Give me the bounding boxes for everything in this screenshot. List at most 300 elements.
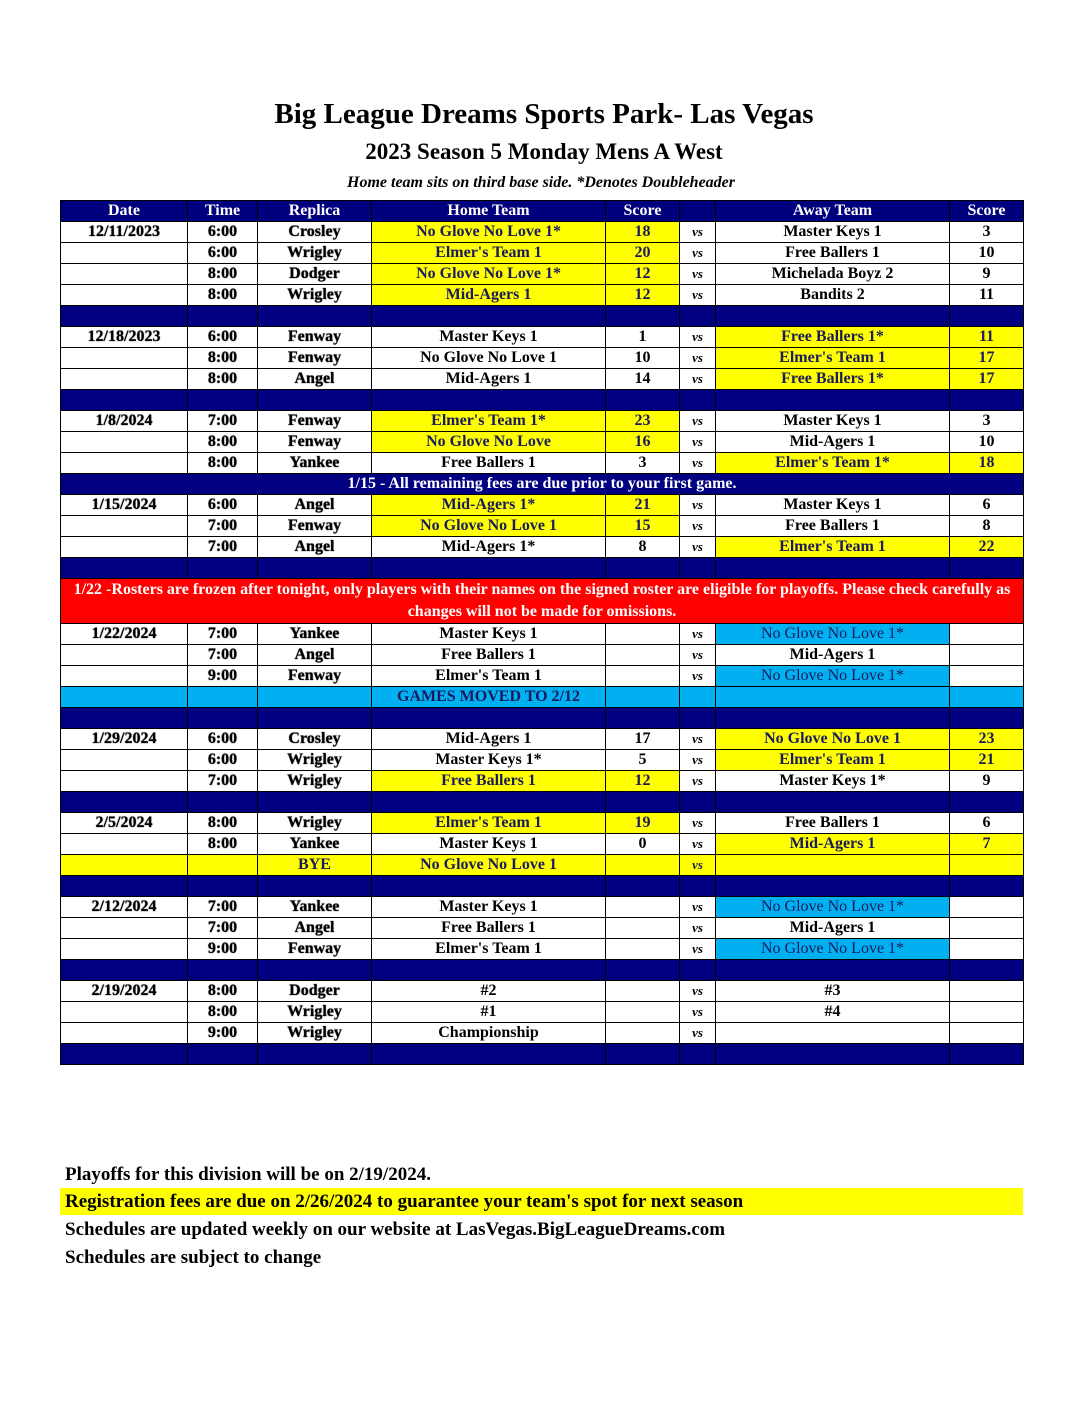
home-team: Elmer's Team 1* [372, 411, 606, 432]
game-row [61, 243, 1024, 264]
away-team: #3 [716, 981, 950, 1002]
game-time: 7:00 [188, 537, 258, 558]
spacer-cell [188, 792, 258, 813]
spacer-cell [372, 792, 606, 813]
footer-registration: Registration fees are due on 2/26/2024 to guarantee your team's spot for next season [60, 1188, 1023, 1215]
spacer-cell [606, 390, 680, 411]
cell [680, 687, 716, 708]
vs-label: vs [680, 645, 716, 666]
bye-label: BYE [258, 855, 372, 876]
page-title: Big League Dreams Sports Park- Las Vegas [274, 98, 814, 130]
home-score: 3 [606, 453, 680, 474]
away-score: 17 [950, 369, 1024, 390]
game-time: 6:00 [188, 222, 258, 243]
away-score [950, 666, 1024, 687]
game-date: 1/22/2024 [61, 624, 188, 645]
spacer-cell [716, 708, 950, 729]
spacer-cell [680, 708, 716, 729]
game-field: Dodger [258, 981, 372, 1002]
vs-label: vs [680, 813, 716, 834]
header-vs [680, 201, 716, 222]
away-score: 10 [950, 432, 1024, 453]
game-field: Fenway [258, 516, 372, 537]
cell [716, 687, 950, 708]
home-team: Mid-Agers 1* [372, 495, 606, 516]
game-field: Fenway [258, 327, 372, 348]
away-score: 6 [950, 495, 1024, 516]
home-score: 12 [606, 771, 680, 792]
game-date [61, 1023, 188, 1044]
game-date [61, 939, 188, 960]
footer-disclaimer: Schedules are subject to change [65, 1247, 322, 1268]
home-team: #2 [372, 981, 606, 1002]
spacer-cell [680, 960, 716, 981]
away-team: Master Keys 1 [716, 411, 950, 432]
spacer-cell [188, 708, 258, 729]
game-row [61, 537, 1024, 558]
spacer-cell [950, 558, 1024, 579]
away-team: #4 [716, 1002, 950, 1023]
game-field: Angel [258, 369, 372, 390]
home-team: Elmer's Team 1 [372, 243, 606, 264]
game-time: 7:00 [188, 516, 258, 537]
away-team: Free Ballers 1* [716, 369, 950, 390]
spacer-cell [716, 876, 950, 897]
home-score: 14 [606, 369, 680, 390]
vs-label: vs [680, 624, 716, 645]
home-score: 0 [606, 834, 680, 855]
home-team: Mid-Agers 1* [372, 537, 606, 558]
game-row [61, 729, 1024, 750]
away-score: 3 [950, 411, 1024, 432]
home-team: No Glove No Love 1* [372, 222, 606, 243]
vs-label: vs [680, 771, 716, 792]
game-time: 9:00 [188, 1023, 258, 1044]
home-score: 16 [606, 432, 680, 453]
away-team: Free Ballers 1 [716, 516, 950, 537]
vs-label: vs [680, 222, 716, 243]
home-score: 5 [606, 750, 680, 771]
away-team: No Glove No Love 1* [716, 666, 950, 687]
spacer-cell [680, 558, 716, 579]
game-field: Wrigley [258, 750, 372, 771]
home-score: 1 [606, 327, 680, 348]
game-time: 6:00 [188, 327, 258, 348]
game-field: Fenway [258, 348, 372, 369]
vs-label: vs [680, 729, 716, 750]
home-team: Master Keys 1 [372, 834, 606, 855]
game-time: 8:00 [188, 432, 258, 453]
away-team: Mid-Agers 1 [716, 918, 950, 939]
roster-notice-text: 1/22 -Rosters are frozen after tonight, only players with their names on the signed roster are eligible for playoffs. Please check carefully as changes will not be made for omissions. [61, 579, 1024, 624]
vs-label: vs [680, 750, 716, 771]
game-row [61, 453, 1024, 474]
vs-label: vs [680, 939, 716, 960]
vs-label: vs [680, 897, 716, 918]
away-score [950, 939, 1024, 960]
bye-team: No Glove No Love 1 [372, 855, 606, 876]
game-row [61, 624, 1024, 645]
spacer-cell [950, 960, 1024, 981]
game-date [61, 1002, 188, 1023]
vs-label: vs [680, 369, 716, 390]
away-team [716, 1023, 950, 1044]
vs-label: vs [680, 666, 716, 687]
home-score [606, 939, 680, 960]
away-team: No Glove No Love 1 [716, 729, 950, 750]
away-score: 7 [950, 834, 1024, 855]
vs-label: vs [680, 516, 716, 537]
game-row [61, 645, 1024, 666]
away-team: Master Keys 1* [716, 771, 950, 792]
game-row [61, 834, 1024, 855]
spacer-row [61, 558, 1024, 579]
spacer-cell [61, 792, 188, 813]
game-field: Yankee [258, 624, 372, 645]
game-field: Fenway [258, 939, 372, 960]
vs-label: vs [680, 834, 716, 855]
header-replica: Replica [258, 201, 372, 222]
home-team: Master Keys 1 [372, 897, 606, 918]
spacer-cell [372, 306, 606, 327]
away-team: Elmer's Team 1 [716, 348, 950, 369]
game-date [61, 453, 188, 474]
spacer-cell [61, 306, 188, 327]
cell [606, 687, 680, 708]
spacer-row [61, 390, 1024, 411]
vs-label: vs [680, 495, 716, 516]
away-team: No Glove No Love 1* [716, 939, 950, 960]
game-date [61, 666, 188, 687]
home-team: #1 [372, 1002, 606, 1023]
cell [188, 855, 258, 876]
away-score: 6 [950, 813, 1024, 834]
vs-label: vs [680, 348, 716, 369]
home-score [606, 897, 680, 918]
spacer-cell [188, 876, 258, 897]
game-row [61, 516, 1024, 537]
cell [61, 687, 188, 708]
game-time: 8:00 [188, 348, 258, 369]
away-team: Master Keys 1 [716, 495, 950, 516]
spacer-cell [258, 960, 372, 981]
home-score: 21 [606, 495, 680, 516]
home-team: Mid-Agers 1 [372, 729, 606, 750]
game-field: Crosley [258, 222, 372, 243]
spacer-cell [716, 792, 950, 813]
game-field: Wrigley [258, 771, 372, 792]
spacer-cell [258, 708, 372, 729]
home-score [606, 1002, 680, 1023]
game-row [61, 369, 1024, 390]
vs-label: vs [680, 981, 716, 1002]
game-row [61, 411, 1024, 432]
game-time: 7:00 [188, 771, 258, 792]
game-date: 12/18/2023 [61, 327, 188, 348]
games-moved-row [61, 687, 1024, 708]
vs-label: vs [680, 243, 716, 264]
away-score: 22 [950, 537, 1024, 558]
home-team: Mid-Agers 1 [372, 285, 606, 306]
game-date [61, 918, 188, 939]
game-row [61, 222, 1024, 243]
game-row [61, 432, 1024, 453]
home-team: Elmer's Team 1 [372, 813, 606, 834]
spacer-cell [372, 390, 606, 411]
header-away-score: Score [950, 201, 1024, 222]
spacer-cell [950, 876, 1024, 897]
spacer-cell [606, 876, 680, 897]
game-time: 8:00 [188, 264, 258, 285]
game-field: Wrigley [258, 285, 372, 306]
game-field: Angel [258, 495, 372, 516]
away-team: Mid-Agers 1 [716, 645, 950, 666]
game-date: 12/11/2023 [61, 222, 188, 243]
header-time: Time [188, 201, 258, 222]
home-team: Free Ballers 1 [372, 453, 606, 474]
away-score [950, 624, 1024, 645]
game-field: Angel [258, 918, 372, 939]
game-date [61, 645, 188, 666]
spacer-cell [716, 390, 950, 411]
spacer-cell [188, 306, 258, 327]
home-score [606, 666, 680, 687]
home-team: Elmer's Team 1 [372, 666, 606, 687]
notice-row [61, 474, 1024, 495]
spacer-cell [188, 960, 258, 981]
spacer-cell [680, 390, 716, 411]
spacer-cell [680, 306, 716, 327]
games-moved-text: GAMES MOVED TO 2/12 [372, 687, 606, 708]
vs-label: vs [680, 537, 716, 558]
game-row [61, 813, 1024, 834]
game-row [61, 918, 1024, 939]
page-note: Home team sits on third base side. *Denotes Doubleheader [347, 174, 735, 191]
away-score: 23 [950, 729, 1024, 750]
game-time: 7:00 [188, 897, 258, 918]
spacer-cell [606, 792, 680, 813]
game-date: 1/29/2024 [61, 729, 188, 750]
away-score [950, 981, 1024, 1002]
game-time: 8:00 [188, 1002, 258, 1023]
vs-label: vs [680, 264, 716, 285]
home-score: 8 [606, 537, 680, 558]
away-score: 11 [950, 285, 1024, 306]
home-score: 20 [606, 243, 680, 264]
spacer-row [61, 876, 1024, 897]
game-date [61, 369, 188, 390]
game-time: 7:00 [188, 624, 258, 645]
game-field: Angel [258, 537, 372, 558]
spacer-cell [258, 792, 372, 813]
game-date [61, 348, 188, 369]
spacer-cell [606, 306, 680, 327]
game-row [61, 327, 1024, 348]
game-field: Yankee [258, 897, 372, 918]
spacer-cell [258, 1044, 372, 1065]
header-home-team: Home Team [372, 201, 606, 222]
header-away-team: Away Team [716, 201, 950, 222]
spacer-cell [606, 960, 680, 981]
home-team: Master Keys 1* [372, 750, 606, 771]
game-date [61, 834, 188, 855]
home-team: Elmer's Team 1 [372, 939, 606, 960]
game-time: 8:00 [188, 834, 258, 855]
away-score: 18 [950, 453, 1024, 474]
away-team: Elmer's Team 1 [716, 537, 950, 558]
spacer-cell [61, 708, 188, 729]
game-time: 7:00 [188, 645, 258, 666]
home-team: Master Keys 1 [372, 327, 606, 348]
away-score: 8 [950, 516, 1024, 537]
vs-label: vs [680, 453, 716, 474]
game-row [61, 666, 1024, 687]
home-team: Free Ballers 1 [372, 645, 606, 666]
header-home-score: Score [606, 201, 680, 222]
away-team: Free Ballers 1 [716, 813, 950, 834]
home-score: 17 [606, 729, 680, 750]
footer-website: Schedules are updated weekly on our website at LasVegas.BigLeagueDreams.com [65, 1219, 726, 1240]
spacer-cell [950, 792, 1024, 813]
bye-row [61, 855, 1024, 876]
cell [61, 855, 188, 876]
home-score [606, 645, 680, 666]
home-score [606, 981, 680, 1002]
game-time: 9:00 [188, 666, 258, 687]
game-field: Fenway [258, 432, 372, 453]
spacer-cell [372, 960, 606, 981]
home-score: 10 [606, 348, 680, 369]
spacer-cell [716, 960, 950, 981]
away-team: Michelada Boyz 2 [716, 264, 950, 285]
game-row [61, 1002, 1024, 1023]
game-time: 8:00 [188, 813, 258, 834]
cell [950, 855, 1024, 876]
home-score: 15 [606, 516, 680, 537]
spacer-cell [606, 1044, 680, 1065]
away-team: Free Ballers 1* [716, 327, 950, 348]
spacer-cell [606, 708, 680, 729]
home-score: 18 [606, 222, 680, 243]
footer-playoffs: Playoffs for this division will be on 2/19/2024. [65, 1164, 431, 1185]
cell [258, 687, 372, 708]
game-row [61, 981, 1024, 1002]
vs-label: vs [680, 411, 716, 432]
game-time: 9:00 [188, 939, 258, 960]
game-field: Yankee [258, 453, 372, 474]
spacer-cell [61, 960, 188, 981]
away-score: 9 [950, 264, 1024, 285]
vs-label: vs [680, 1023, 716, 1044]
game-field: Yankee [258, 834, 372, 855]
spacer-cell [680, 876, 716, 897]
spacer-cell [61, 558, 188, 579]
schedule-table [60, 200, 1024, 1065]
game-date: 1/15/2024 [61, 495, 188, 516]
game-row [61, 771, 1024, 792]
vs-label: vs [680, 327, 716, 348]
spacer-cell [950, 390, 1024, 411]
home-team: No Glove No Love 1 [372, 348, 606, 369]
vs-label: vs [680, 432, 716, 453]
away-score [950, 1002, 1024, 1023]
spacer-cell [372, 558, 606, 579]
away-score: 11 [950, 327, 1024, 348]
spacer-cell [61, 1044, 188, 1065]
game-time: 6:00 [188, 729, 258, 750]
game-date [61, 285, 188, 306]
spacer-row [61, 708, 1024, 729]
spacer-row [61, 1044, 1024, 1065]
game-row [61, 348, 1024, 369]
game-time: 8:00 [188, 369, 258, 390]
cell [950, 687, 1024, 708]
spacer-cell [188, 1044, 258, 1065]
game-row [61, 897, 1024, 918]
home-team: No Glove No Love 1* [372, 264, 606, 285]
away-team: Mid-Agers 1 [716, 432, 950, 453]
game-time: 8:00 [188, 453, 258, 474]
away-score: 3 [950, 222, 1024, 243]
game-field: Wrigley [258, 1023, 372, 1044]
away-team: Elmer's Team 1* [716, 453, 950, 474]
spacer-cell [188, 558, 258, 579]
vs-label: vs [680, 855, 716, 876]
game-field: Wrigley [258, 243, 372, 264]
spacer-cell [950, 708, 1024, 729]
spacer-row [61, 960, 1024, 981]
spacer-cell [258, 390, 372, 411]
game-field: Angel [258, 645, 372, 666]
game-date [61, 537, 188, 558]
spacer-cell [716, 1044, 950, 1065]
game-row [61, 495, 1024, 516]
spacer-cell [950, 306, 1024, 327]
home-score [606, 624, 680, 645]
away-team: No Glove No Love 1* [716, 624, 950, 645]
home-team: Free Ballers 1 [372, 771, 606, 792]
roster-notice-row [61, 579, 1024, 624]
away-score: 21 [950, 750, 1024, 771]
game-field: Dodger [258, 264, 372, 285]
home-score [606, 1023, 680, 1044]
spacer-cell [258, 306, 372, 327]
away-score: 10 [950, 243, 1024, 264]
spacer-cell [372, 708, 606, 729]
spacer-cell [372, 876, 606, 897]
game-time: 6:00 [188, 495, 258, 516]
home-score [606, 918, 680, 939]
cell [606, 855, 680, 876]
vs-label: vs [680, 285, 716, 306]
game-date [61, 516, 188, 537]
game-date: 2/12/2024 [61, 897, 188, 918]
notice-text: 1/15 - All remaining fees are due prior to your first game. [61, 474, 1024, 495]
game-date [61, 750, 188, 771]
home-team: Championship [372, 1023, 606, 1044]
game-time: 7:00 [188, 411, 258, 432]
game-field: Fenway [258, 411, 372, 432]
page-subtitle: 2023 Season 5 Monday Mens A West [365, 139, 723, 164]
spacer-cell [61, 876, 188, 897]
game-row [61, 750, 1024, 771]
game-date [61, 771, 188, 792]
home-score: 12 [606, 264, 680, 285]
game-date [61, 432, 188, 453]
home-score: 23 [606, 411, 680, 432]
game-time: 8:00 [188, 285, 258, 306]
game-date [61, 264, 188, 285]
